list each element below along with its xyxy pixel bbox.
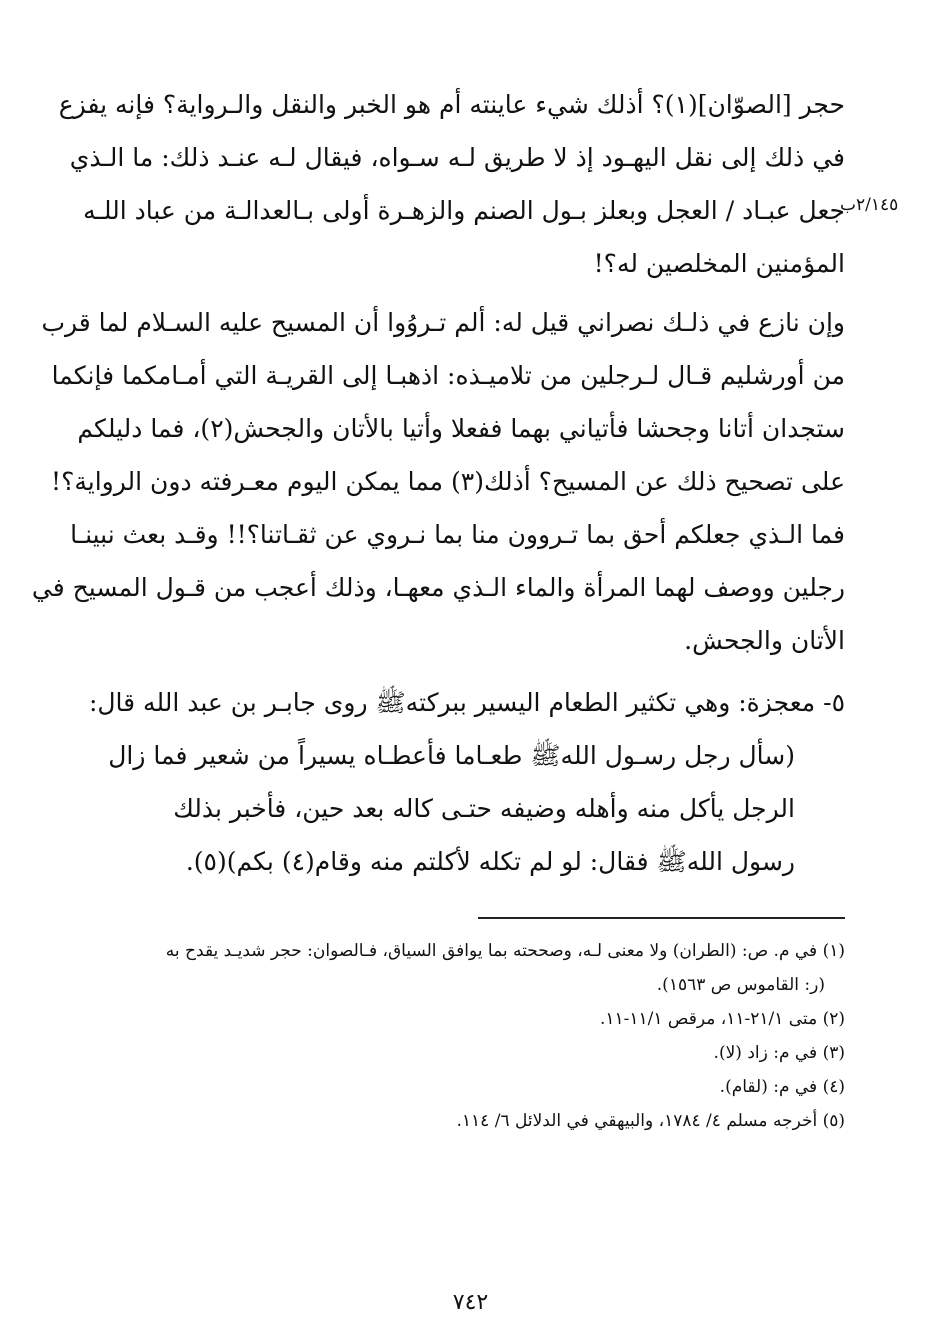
text-line: ستجدان أتانا وجحشا فأتياني بهما ففعلا وأتيا بالأتان والجحش(٢)، فما دليلكم (77, 414, 845, 443)
text-line: رجلين ووصف لهما المرأة والماء الـذي معهـا، وذلك أعجب من قـول المسيح في (31, 573, 845, 602)
text-line: من أورشليم قـال لـرجلين من تلاميـذه: اذهبـا إلى القريـة التي أمـامكما فإنكما (51, 361, 845, 390)
text-line: فما الـذي جعلكم أحق بما تـروون منا بما نـروي عن ثقـاتنا؟!! وقـد بعث نبينـا (70, 520, 845, 549)
margin-folio-note: ٢/١٤٥ب (840, 195, 899, 215)
paragraph-1 (58, 78, 845, 290)
footnote-line: (١) في م. ص: (الطران) ولا معنى لـه، وصححته بما يوافق السياق، فـالصوان: حجر شديـد يقدح به (165, 941, 845, 961)
footnote-line: (ر: القاموس ص ١٥٦٣). (656, 975, 825, 995)
text-line: وإن نازع في ذلـك نصراني قيل له: ألم تـروُوا أن المسيح عليه السـلام لما قرب (41, 308, 845, 337)
text-line: في ذلك إلى نقل اليهـود إذ لا طريق لـه سـواه، فيقال لـه عنـد ذلك: ما الـذي (69, 143, 845, 172)
text-line: على تصحيح ذلك عن المسيح؟ أذلك(٣) مما يمكن اليوم معـرفته دون الرواية؟! (51, 467, 845, 496)
text-line: المؤمنين المخلصين له؟! (593, 249, 845, 278)
text-line: ٥- معجزة: وهي تكثير الطعام اليسير ببركتهﷺ روى جابـر بن عبد الله قال: (88, 688, 845, 717)
footnotes (100, 934, 845, 1138)
paragraph-2 (31, 296, 845, 667)
text-line: جعل عبـاد / العجل وبعلز بـول الصنم والزهـرة أولى بـالعدالـة من عباد اللـه (83, 196, 845, 225)
text-line: رسول اللهﷺ فقال: لو لم تكله لأكلتم منه وقام(٤) بكم)(٥). (185, 847, 795, 876)
paragraph-3-miracle (88, 676, 845, 888)
footnote-line: (٤) في م: (لقام). (719, 1077, 845, 1097)
text-line: حجر [الصوّان](١)؟ أذلك شيء عاينته أم هو الخبر والنقل والـرواية؟ فإنه يفزع (58, 90, 845, 119)
text-line: (سأل رجل رسـول اللهﷺ طعـاما فأعطـاه يسيراً من شعير فما زال (108, 741, 795, 770)
page-number: ٧٤٢ (452, 1290, 489, 1315)
text-line: الرجل يأكل منه وأهله وضيفه حتـى كاله بعد حين، فأخبر بذلك (173, 794, 795, 823)
footnote-line: (٥) أخرجه مسلم ٤/ ١٧٨٤، والبيهقي في الدلائل ٦/ ١١٤. (456, 1111, 845, 1131)
footnote-divider (478, 917, 845, 919)
footnote-line: (٣) في م: زاد (لا). (713, 1043, 845, 1063)
footnote-line: (٢) متى ٢١/١-١١، مرقص ١١/١-١١. (599, 1009, 845, 1029)
text-line: الأتان والجحش. (684, 626, 845, 655)
